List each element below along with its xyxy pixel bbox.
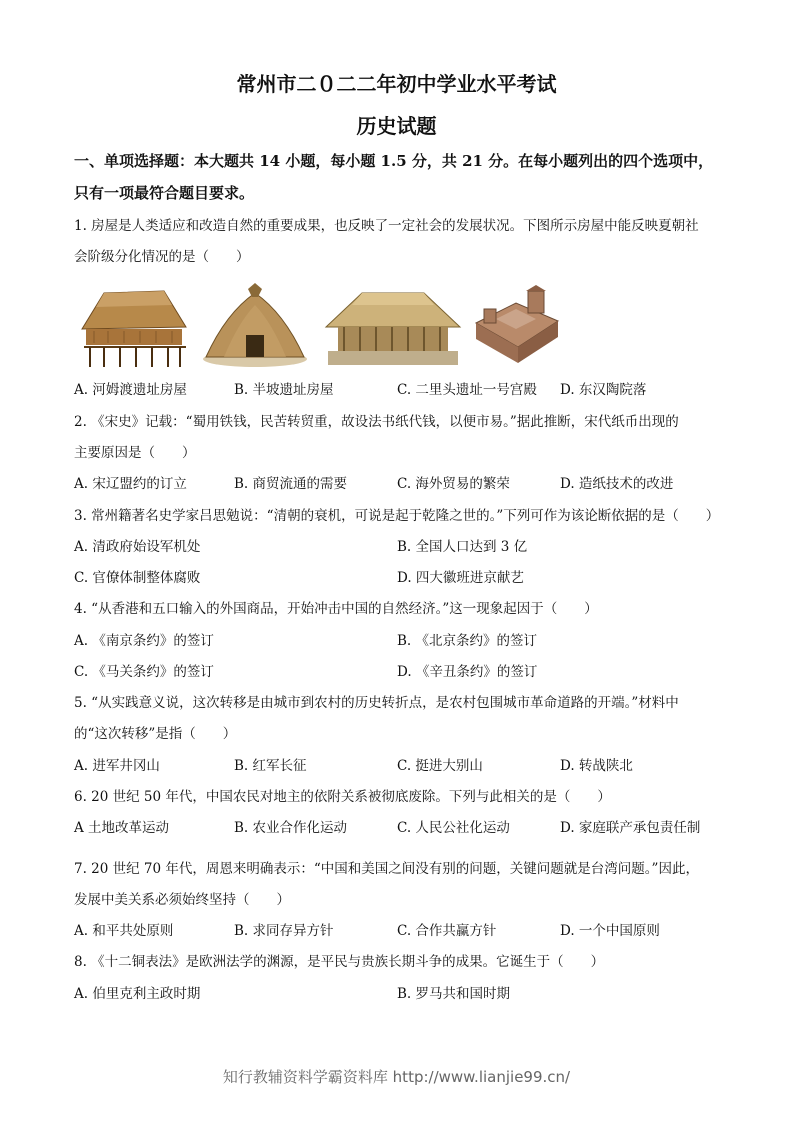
q4-option-c: C. 《马关条约》的签订 <box>74 664 214 680</box>
q8-option-b: B. 罗马共和国时期 <box>397 986 511 1002</box>
q2-option-a: A. 宋辽盟约的订立 <box>74 476 187 492</box>
question-7-stem: 7. 20 世纪 70 年代，周恩来明确表示：“中国和美国之间没有别的问题，关键问题就是台湾问题。”因此， <box>74 861 699 877</box>
q4-option-b: B. 《北京条约》的签订 <box>397 633 538 649</box>
page-title: 常州市二０二二年初中学业水平考试 <box>236 72 557 96</box>
q5-option-c: C. 挺进大别山 <box>397 758 483 774</box>
house-images <box>74 283 564 369</box>
q7-option-c: C. 合作共赢方针 <box>397 923 497 939</box>
question-2-stem: 2. 《宋史》记载：“蜀用铁钱，民苦转贸重，故设法书纸代钱，以便市易。”据此推断，宋代纸币出现的 <box>74 414 679 430</box>
question-1-stem: 1. 房屋是人类适应和改造自然的重要成果，也反映了一定社会的发展状况。下图所示房屋中能反映夏朝社 <box>74 218 699 234</box>
q3-option-b: B. 全国人口达到 3 亿 <box>397 539 528 555</box>
q3-option-c: C. 官僚体制整体腐败 <box>74 570 201 586</box>
q1-option-c: C. 二里头遗址一号宫殿 <box>397 382 537 398</box>
question-2-stem-cont: 主要原因是（ ） <box>74 445 196 461</box>
question-8-stem: 8. 《十二铜表法》是欧洲法学的渊源，是平民与贵族长期斗争的成果。它诞生于（ ） <box>74 954 605 970</box>
q6-option-c: C. 人民公社化运动 <box>397 820 510 836</box>
erlitou-palace-image <box>322 283 464 369</box>
pottery-courtyard-image <box>470 283 564 369</box>
q1-option-a: A. 河姆渡遗址房屋 <box>74 382 187 398</box>
q7-option-b: B. 求同存异方针 <box>234 923 334 939</box>
page-subtitle: 历史试题 <box>356 114 437 138</box>
q5-option-d: D. 转战陕北 <box>560 758 633 774</box>
q3-option-a: A. 清政府始设军机处 <box>74 539 201 555</box>
q2-option-c: C. 海外贸易的繁荣 <box>397 476 510 492</box>
section-heading-cont: 只有一项最符合题目要求。 <box>74 184 255 202</box>
section-heading: 一、单项选择题：本大题共 14 小题，每小题 1.5 分，共 21 分。在每小题列出的四个选项中， <box>74 152 714 170</box>
q1-option-d: D. 东汉陶院落 <box>560 382 647 398</box>
question-3-stem: 3. 常州籍著名史学家吕思勉说：“清朝的衰机，可说是起于乾隆之世的。”下列可作为该论断依据的是（ ） <box>74 508 720 524</box>
hemudu-house-image <box>74 283 192 369</box>
question-6-stem: 6. 20 世纪 50 年代，中国农民对地主的依附关系被彻底废除。下列与此相关的是（ ） <box>74 789 611 805</box>
q6-option-b: B. 农业合作化运动 <box>234 820 348 836</box>
q6-option-a: A 土地改革运动 <box>74 820 170 836</box>
footer-watermark: 知行教辅资料学霸资料库 http://www.lianjie99.cn/ <box>222 1068 571 1086</box>
q7-option-a: A. 和平共处原则 <box>74 923 174 939</box>
q8-option-a: A. 伯里克利主政时期 <box>74 986 201 1002</box>
q4-option-d: D. 《辛丑条约》的签订 <box>397 664 538 680</box>
question-5-stem: 5. “从实践意义说，这次转移是由城市到农村的历史转折点，是农村包围城市革命道路的开端。”材料中 <box>74 695 679 711</box>
question-7-stem-cont: 发展中美关系必须始终坚持（ ） <box>74 892 290 908</box>
q5-option-b: B. 红军长征 <box>234 758 307 774</box>
q6-option-d: D. 家庭联产承包责任制 <box>560 820 701 836</box>
q3-option-d: D. 四大徽班进京献艺 <box>397 570 524 586</box>
question-4-stem: 4. “从香港和五口输入的外国商品，开始冲击中国的自然经济。”这一现象起因于（ ） <box>74 601 598 617</box>
q5-option-a: A. 进军井冈山 <box>74 758 160 774</box>
question-1-stem-cont: 会阶级分化情况的是（ ） <box>74 249 250 265</box>
banpo-house-image <box>196 283 314 369</box>
question-5-stem-cont: 的“这次转移”是指（ ） <box>74 726 237 742</box>
q7-option-d: D. 一个中国原则 <box>560 923 660 939</box>
q4-option-a: A. 《南京条约》的签订 <box>74 633 214 649</box>
q2-option-b: B. 商贸流通的需要 <box>234 476 348 492</box>
q1-option-b: B. 半坡遗址房屋 <box>234 382 334 398</box>
q2-option-d: D. 造纸技术的改进 <box>560 476 674 492</box>
